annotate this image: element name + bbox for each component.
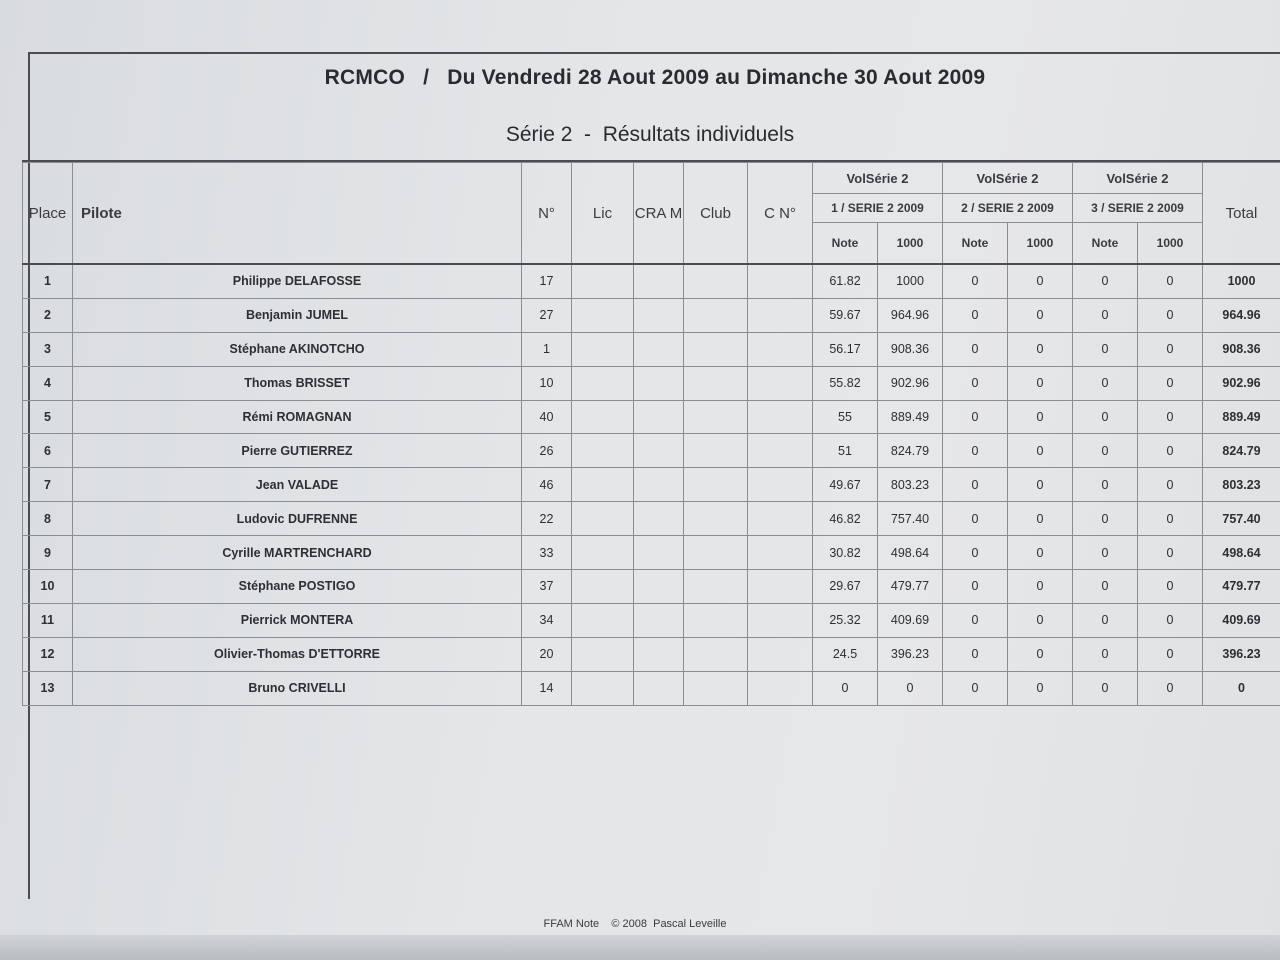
- round-2-note-cell: 0: [943, 637, 1008, 671]
- round-1-score-cell: 1000: [878, 264, 943, 298]
- total-cell: 479.77: [1203, 570, 1280, 604]
- number-cell: 46: [522, 468, 572, 502]
- round-3-note-cell: 0: [1073, 264, 1138, 298]
- cram-cell: [634, 434, 684, 468]
- pilot-name-cell: Stéphane POSTIGO: [73, 570, 522, 604]
- club-cell: [684, 434, 748, 468]
- club-cell: [684, 298, 748, 332]
- round-2-score-cell: 0: [1008, 603, 1073, 637]
- total-cell: 889.49: [1203, 400, 1280, 434]
- col-club-header: Club: [684, 163, 748, 265]
- lic-cell: [572, 671, 634, 705]
- round-1-score-cell: 964.96: [878, 298, 943, 332]
- cn-cell: [748, 570, 813, 604]
- table-row: [23, 502, 1280, 536]
- pilot-name-cell: Ludovic DUFRENNE: [73, 502, 522, 536]
- table-row: [23, 570, 1280, 604]
- cn-cell: [748, 536, 813, 570]
- round-3-score-cell: 0: [1138, 671, 1203, 705]
- place-cell: 3: [23, 332, 73, 366]
- round-2-score-cell: 0: [1008, 536, 1073, 570]
- round-3-group-header: VolSérie 2: [1073, 163, 1203, 194]
- round-3-score-header: 1000: [1138, 223, 1203, 265]
- col-total-header: Total: [1203, 163, 1280, 265]
- round-1-note-cell: 0: [813, 671, 878, 705]
- results-body: [23, 264, 1280, 705]
- place-cell: 13: [23, 671, 73, 705]
- round-2-name-header: 2 / SERIE 2 2009: [943, 194, 1073, 223]
- round-2-note-cell: 0: [943, 298, 1008, 332]
- round-3-note-header: Note: [1073, 223, 1138, 265]
- cram-cell: [634, 468, 684, 502]
- total-cell: 902.96: [1203, 366, 1280, 400]
- lic-cell: [572, 502, 634, 536]
- round-2-score-cell: 0: [1008, 671, 1073, 705]
- round-1-note-header: Note: [813, 223, 878, 265]
- footer-credit: FFAM Note © 2008 Pascal Leveille: [543, 918, 727, 930]
- round-3-note-cell: 0: [1073, 366, 1138, 400]
- cn-cell: [748, 671, 813, 705]
- round-2-score-cell: 0: [1008, 332, 1073, 366]
- cram-cell: [634, 332, 684, 366]
- pilot-name-cell: Olivier-Thomas D'ETTORRE: [73, 637, 522, 671]
- cn-cell: [748, 468, 813, 502]
- round-3-note-cell: 0: [1073, 536, 1138, 570]
- cn-cell: [748, 366, 813, 400]
- round-2-score-cell: 0: [1008, 264, 1073, 298]
- round-2-score-cell: 0: [1008, 434, 1073, 468]
- table-row: [23, 298, 1280, 332]
- round-1-score-cell: 908.36: [878, 332, 943, 366]
- round-1-note-cell: 55.82: [813, 366, 878, 400]
- total-cell: 498.64: [1203, 536, 1280, 570]
- round-2-score-cell: 0: [1008, 366, 1073, 400]
- pilot-name-cell: Pierre GUTIERREZ: [73, 434, 522, 468]
- number-cell: 34: [522, 603, 572, 637]
- col-lic-header: Lic: [572, 163, 634, 265]
- round-3-score-cell: 0: [1138, 637, 1203, 671]
- col-place-header: Place: [23, 163, 73, 265]
- place-cell: 9: [23, 536, 73, 570]
- club-cell: [684, 366, 748, 400]
- round-1-name-header: 1 / SERIE 2 2009: [813, 194, 943, 223]
- lic-cell: [572, 332, 634, 366]
- lic-cell: [572, 603, 634, 637]
- page-subtitle: Série 2 - Résultats individuels: [505, 123, 795, 146]
- table-row: [23, 400, 1280, 434]
- pilot-name-cell: Rémi ROMAGNAN: [73, 400, 522, 434]
- number-cell: 14: [522, 671, 572, 705]
- lic-cell: [572, 400, 634, 434]
- cram-cell: [634, 603, 684, 637]
- round-2-note-cell: 0: [943, 264, 1008, 298]
- club-cell: [684, 264, 748, 298]
- place-cell: 1: [23, 264, 73, 298]
- number-cell: 33: [522, 536, 572, 570]
- round-1-score-cell: 498.64: [878, 536, 943, 570]
- col-pilot-header: Pilote: [73, 163, 522, 265]
- cn-cell: [748, 400, 813, 434]
- round-3-note-cell: 0: [1073, 637, 1138, 671]
- round-3-score-cell: 0: [1138, 502, 1203, 536]
- pilot-name-cell: Jean VALADE: [73, 468, 522, 502]
- round-3-score-cell: 0: [1138, 434, 1203, 468]
- total-cell: 803.23: [1203, 468, 1280, 502]
- round-2-note-cell: 0: [943, 400, 1008, 434]
- round-3-score-cell: 0: [1138, 570, 1203, 604]
- bottom-edge: [0, 935, 1280, 960]
- cram-cell: [634, 570, 684, 604]
- place-cell: 5: [23, 400, 73, 434]
- total-cell: 908.36: [1203, 332, 1280, 366]
- round-2-note-cell: 0: [943, 536, 1008, 570]
- round-2-score-cell: 0: [1008, 400, 1073, 434]
- round-2-note-cell: 0: [943, 468, 1008, 502]
- round-2-note-cell: 0: [943, 502, 1008, 536]
- total-cell: 396.23: [1203, 637, 1280, 671]
- total-cell: 964.96: [1203, 298, 1280, 332]
- round-1-note-cell: 55: [813, 400, 878, 434]
- place-cell: 2: [23, 298, 73, 332]
- round-2-note-cell: 0: [943, 671, 1008, 705]
- round-1-note-cell: 25.32: [813, 603, 878, 637]
- round-1-note-cell: 59.67: [813, 298, 878, 332]
- results-table: [22, 162, 1280, 706]
- round-3-score-cell: 0: [1138, 400, 1203, 434]
- cn-cell: [748, 637, 813, 671]
- round-1-score-cell: 889.49: [878, 400, 943, 434]
- table-row: [23, 434, 1280, 468]
- cram-cell: [634, 366, 684, 400]
- place-cell: 8: [23, 502, 73, 536]
- pilot-name-cell: Philippe DELAFOSSE: [73, 264, 522, 298]
- round-1-score-cell: 824.79: [878, 434, 943, 468]
- cram-cell: [634, 264, 684, 298]
- round-3-score-cell: 0: [1138, 536, 1203, 570]
- round-2-note-cell: 0: [943, 366, 1008, 400]
- number-cell: 10: [522, 366, 572, 400]
- club-cell: [684, 637, 748, 671]
- pilot-name-cell: Bruno CRIVELLI: [73, 671, 522, 705]
- round-1-score-cell: 757.40: [878, 502, 943, 536]
- total-cell: 1000: [1203, 264, 1280, 298]
- round-2-score-cell: 0: [1008, 468, 1073, 502]
- lic-cell: [572, 298, 634, 332]
- cn-cell: [748, 502, 813, 536]
- round-1-note-cell: 51: [813, 434, 878, 468]
- round-2-note-cell: 0: [943, 570, 1008, 604]
- club-cell: [684, 671, 748, 705]
- round-1-score-header: 1000: [878, 223, 943, 265]
- round-1-score-cell: 803.23: [878, 468, 943, 502]
- lic-cell: [572, 536, 634, 570]
- round-1-score-cell: 396.23: [878, 637, 943, 671]
- cn-cell: [748, 434, 813, 468]
- round-1-note-cell: 49.67: [813, 468, 878, 502]
- cram-cell: [634, 400, 684, 434]
- table-row: [23, 603, 1280, 637]
- round-3-name-header: 3 / SERIE 2 2009: [1073, 194, 1203, 223]
- round-2-group-header: VolSérie 2: [943, 163, 1073, 194]
- round-3-note-cell: 0: [1073, 671, 1138, 705]
- lic-cell: [572, 366, 634, 400]
- lic-cell: [572, 637, 634, 671]
- club-cell: [684, 332, 748, 366]
- round-3-score-cell: 0: [1138, 298, 1203, 332]
- table-row: [23, 366, 1280, 400]
- round-1-score-cell: 902.96: [878, 366, 943, 400]
- round-2-note-cell: 0: [943, 332, 1008, 366]
- table-row: [23, 468, 1280, 502]
- lic-cell: [572, 264, 634, 298]
- club-cell: [684, 468, 748, 502]
- round-2-score-cell: 0: [1008, 637, 1073, 671]
- total-cell: 409.69: [1203, 603, 1280, 637]
- round-1-note-cell: 24.5: [813, 637, 878, 671]
- pilot-name-cell: Pierrick MONTERA: [73, 603, 522, 637]
- table-row: [23, 671, 1280, 705]
- cram-cell: [634, 536, 684, 570]
- round-1-note-cell: 29.67: [813, 570, 878, 604]
- round-1-note-cell: 30.82: [813, 536, 878, 570]
- table-row: [23, 536, 1280, 570]
- number-cell: 22: [522, 502, 572, 536]
- round-3-note-cell: 0: [1073, 434, 1138, 468]
- number-cell: 1: [522, 332, 572, 366]
- total-cell: 824.79: [1203, 434, 1280, 468]
- round-3-score-cell: 0: [1138, 332, 1203, 366]
- round-1-score-cell: 479.77: [878, 570, 943, 604]
- place-cell: 7: [23, 468, 73, 502]
- cram-cell: [634, 637, 684, 671]
- club-cell: [684, 570, 748, 604]
- place-cell: 10: [23, 570, 73, 604]
- club-cell: [684, 400, 748, 434]
- number-cell: 40: [522, 400, 572, 434]
- round-3-score-cell: 0: [1138, 366, 1203, 400]
- number-cell: 17: [522, 264, 572, 298]
- pilot-name-cell: Stéphane AKINOTCHO: [73, 332, 522, 366]
- round-2-note-cell: 0: [943, 603, 1008, 637]
- total-cell: 0: [1203, 671, 1280, 705]
- club-cell: [684, 536, 748, 570]
- round-3-score-cell: 0: [1138, 264, 1203, 298]
- round-2-score-header: 1000: [1008, 223, 1073, 265]
- round-2-note-cell: 0: [943, 434, 1008, 468]
- place-cell: 12: [23, 637, 73, 671]
- lic-cell: [572, 570, 634, 604]
- cn-cell: [748, 332, 813, 366]
- col-cn-header: C N°: [748, 163, 813, 265]
- col-number-header: N°: [522, 163, 572, 265]
- club-cell: [684, 603, 748, 637]
- pilot-name-cell: Benjamin JUMEL: [73, 298, 522, 332]
- cn-cell: [748, 298, 813, 332]
- table-row: [23, 332, 1280, 366]
- round-3-note-cell: 0: [1073, 570, 1138, 604]
- round-1-note-cell: 61.82: [813, 264, 878, 298]
- page-title: RCMCO / Du Vendredi 28 Aout 2009 au Dimanche 30 Aout 2009: [324, 66, 986, 89]
- lic-cell: [572, 468, 634, 502]
- header-row-groups: [23, 163, 1280, 194]
- table-row: [23, 637, 1280, 671]
- round-1-note-cell: 56.17: [813, 332, 878, 366]
- cram-cell: [634, 298, 684, 332]
- round-3-note-cell: 0: [1073, 400, 1138, 434]
- round-1-score-cell: 0: [878, 671, 943, 705]
- total-cell: 757.40: [1203, 502, 1280, 536]
- pilot-name-cell: Thomas BRISSET: [73, 366, 522, 400]
- table-row: [23, 264, 1280, 298]
- round-3-note-cell: 0: [1073, 332, 1138, 366]
- lic-cell: [572, 434, 634, 468]
- round-2-score-cell: 0: [1008, 298, 1073, 332]
- cn-cell: [748, 264, 813, 298]
- round-3-score-cell: 0: [1138, 603, 1203, 637]
- round-1-group-header: VolSérie 2: [813, 163, 943, 194]
- place-cell: 4: [23, 366, 73, 400]
- round-3-note-cell: 0: [1073, 298, 1138, 332]
- cram-cell: [634, 671, 684, 705]
- round-3-note-cell: 0: [1073, 603, 1138, 637]
- cn-cell: [748, 603, 813, 637]
- place-cell: 11: [23, 603, 73, 637]
- number-cell: 27: [522, 298, 572, 332]
- round-2-score-cell: 0: [1008, 502, 1073, 536]
- number-cell: 26: [522, 434, 572, 468]
- place-cell: 6: [23, 434, 73, 468]
- round-3-note-cell: 0: [1073, 468, 1138, 502]
- cram-cell: [634, 502, 684, 536]
- round-2-score-cell: 0: [1008, 570, 1073, 604]
- round-1-score-cell: 409.69: [878, 603, 943, 637]
- col-cram-header: CRA M: [634, 163, 684, 265]
- round-3-note-cell: 0: [1073, 502, 1138, 536]
- round-1-note-cell: 46.82: [813, 502, 878, 536]
- number-cell: 20: [522, 637, 572, 671]
- round-2-note-header: Note: [943, 223, 1008, 265]
- pilot-name-cell: Cyrille MARTRENCHARD: [73, 536, 522, 570]
- club-cell: [684, 502, 748, 536]
- number-cell: 37: [522, 570, 572, 604]
- round-3-score-cell: 0: [1138, 468, 1203, 502]
